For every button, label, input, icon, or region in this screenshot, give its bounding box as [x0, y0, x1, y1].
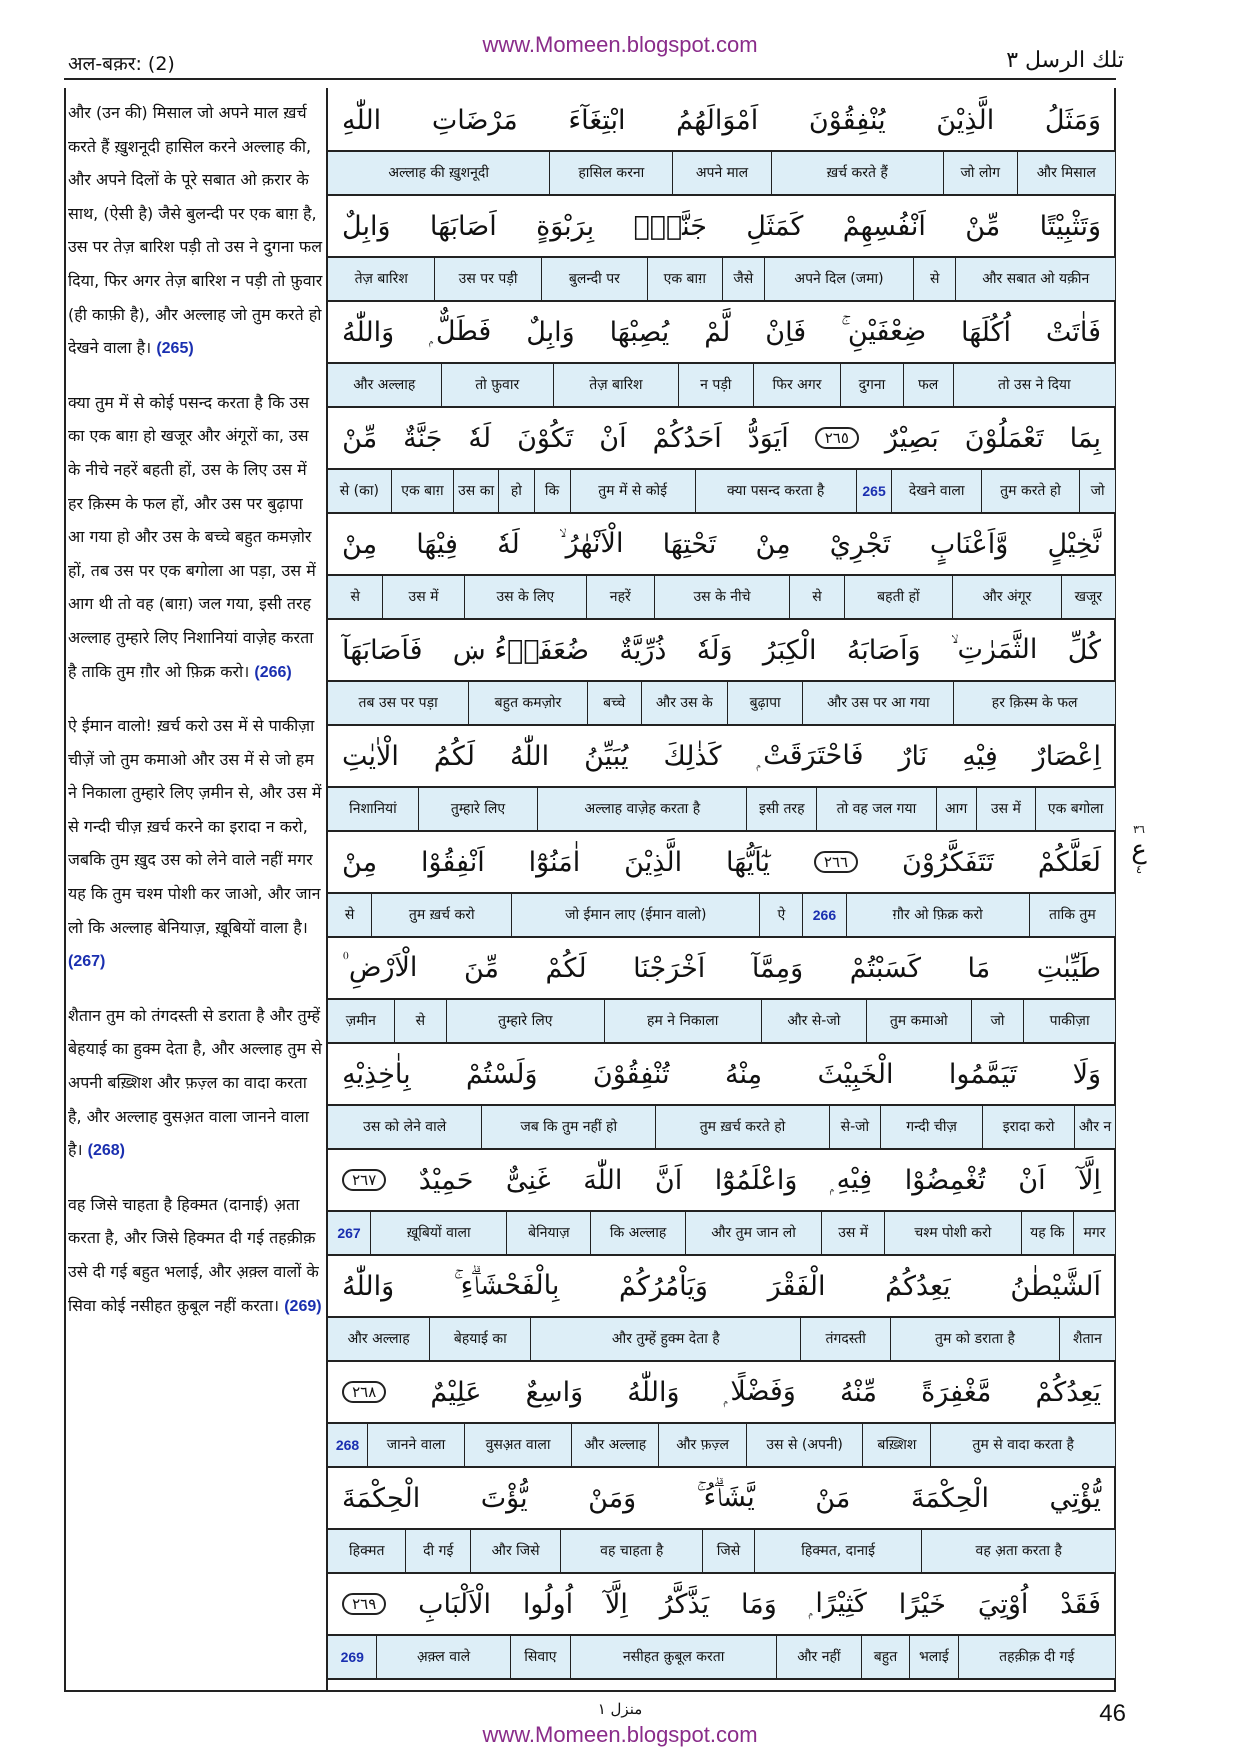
arabic-word: الَّذِيْنَ: [624, 846, 683, 878]
arabic-word: وَتَثْبِيْتًا: [1039, 210, 1101, 242]
meaning-cell: बेनियाज़: [506, 1212, 590, 1254]
arabic-verse-row: [328, 90, 1115, 152]
arabic-word: مِّنَ: [463, 952, 499, 984]
arabic-word: بِرَبْوَةٍ: [536, 210, 595, 242]
arabic-word: ذُرِّيَّةٌ: [619, 634, 667, 666]
arabic-word: فَاِنْ: [765, 316, 807, 348]
meaning-cell: उस में: [821, 1212, 884, 1254]
arabic-word: فَاٰتَتْ: [1045, 316, 1101, 348]
meaning-cell: बहुत कमज़ोर: [468, 682, 587, 724]
meaning-cell: तुम में से कोई: [570, 470, 695, 512]
arabic-word: اَنْ: [1018, 1164, 1046, 1196]
meaning-cell: निशानियां: [349, 800, 397, 817]
meaning-cell: इसी तरह: [746, 788, 816, 830]
meaning-cell: तुम्हारे लिए: [446, 1000, 603, 1042]
meaning-cell: उस को लेने वाले: [363, 1118, 447, 1135]
arabic-word: غَنِىٌّ: [505, 1164, 551, 1196]
hindi-meaning-row: [328, 258, 1115, 302]
translation-paragraph: [68, 999, 324, 1168]
arabic-verse-row: [328, 620, 1115, 682]
meaning-cell: से: [789, 576, 843, 618]
meaning-cell: और उस पर आ गया: [802, 682, 953, 724]
arabic-verse-row: [328, 1468, 1115, 1530]
meaning-cell: वुसअ़त वाला: [464, 1424, 571, 1466]
arabic-word: تَحْتِهَا: [662, 528, 717, 560]
meaning-cell: न पड़ी: [678, 364, 753, 406]
meaning-cell: और नहीं: [776, 1636, 861, 1678]
arabic-word: الْاَلْبَابِ: [418, 1588, 492, 1620]
meaning-cell: तुम ख़र्च करो: [371, 894, 511, 936]
meaning-cell: तहक़ीक़ दी गई: [958, 1636, 1115, 1678]
arabic-word: يَّشَاۗءُ ۚ: [696, 1482, 755, 1513]
arabic-verse-row: [328, 1044, 1115, 1106]
top-rule: [64, 78, 1116, 80]
arabic-word: اِلَّآ: [604, 1588, 628, 1620]
arabic-word: الْحِكْمَةَ: [342, 1482, 421, 1514]
arabic-word: وَلَسْتُمْ: [466, 1058, 538, 1090]
arabic-word: اَصَابَهَا: [429, 210, 497, 242]
meaning-cell: तब उस पर पड़ा: [358, 694, 438, 711]
left-border: [64, 88, 66, 1690]
hindi-meaning-row: [328, 1106, 1115, 1150]
arabic-word: الْفَقْرَ: [767, 1270, 826, 1302]
meaning-cell: फिर अगर: [753, 364, 840, 406]
arabic-word: اَنْ: [599, 422, 627, 454]
arabic-word: ضِعْفَيْنِ ۚ: [841, 316, 927, 347]
meaning-cell: जो: [971, 1000, 1023, 1042]
arabic-word: وَلَا: [1072, 1058, 1101, 1090]
hindi-meaning-row: [328, 152, 1115, 196]
arabic-word: نَارٌ: [898, 740, 928, 772]
arabic-verse-row: [328, 1150, 1115, 1212]
arabic-word: اٰمَنُوْٓا: [528, 846, 581, 878]
arabic-word: حَمِيْدٌ: [418, 1164, 474, 1196]
meaning-cell: सिवाए: [510, 1636, 571, 1678]
header-url[interactable]: www.Momeen.blogspot.com: [482, 32, 758, 57]
meaning-cell: बहुत: [861, 1636, 909, 1678]
verse-number-cell: 267: [337, 1224, 361, 1241]
meaning-cell: तुम्हारे लिए: [418, 788, 538, 830]
arabic-word: مِّنْ: [965, 210, 1001, 242]
arabic-word: فَاَصَابَهَآ: [342, 634, 423, 666]
meaning-cell: तुम कमाओ: [866, 1000, 971, 1042]
meaning-cell: जो ईमान लाए (ईमान वालो): [511, 894, 759, 936]
meaning-cell: बुलन्दी पर: [541, 258, 647, 300]
hindi-meaning-row: [328, 1636, 1115, 1680]
arabic-verse-row: [328, 1574, 1115, 1636]
arabic-word: وَابِلٌ: [342, 210, 391, 242]
translation-paragraph: [68, 1188, 324, 1323]
arabic-verse-row: [328, 302, 1115, 364]
hindi-meaning-row: [328, 1000, 1115, 1044]
meaning-cell: भलाई: [909, 1636, 957, 1678]
meaning-cell: ताकि तुम: [1029, 894, 1115, 936]
meaning-cell: इरादा करो: [982, 1106, 1074, 1148]
meaning-cell: वह चाहता है: [560, 1530, 702, 1572]
meaning-cell: से: [350, 588, 360, 605]
arabic-word: مَا: [967, 952, 991, 984]
arabic-verse-row: [328, 408, 1115, 470]
meaning-cell: हिक्मत: [349, 1542, 385, 1559]
meaning-cell: चश्म पोशी करो: [884, 1212, 1020, 1254]
arabic-word: بِالْفَحْشَاۗءِ ۚ: [453, 1270, 560, 1301]
arabic-word: فَطَلٌّ ۭ: [429, 316, 492, 347]
arabic-word: كَسَبْتُمْ: [849, 952, 921, 984]
meaning-cell: यह कि: [1021, 1212, 1073, 1254]
meaning-cell: उस के नीचे: [654, 576, 790, 618]
arabic-word: مِنْ: [342, 528, 378, 560]
arabic-word: مِّنْهُ: [839, 1376, 878, 1408]
arabic-word: وَمَثَلُ: [1044, 104, 1101, 136]
meaning-cell: हासिल करना: [549, 152, 672, 194]
ayah-end-marker: ٢٦٥: [815, 427, 859, 449]
arabic-word: وَمَنْ: [588, 1482, 637, 1514]
meaning-cell: जिसे: [702, 1530, 754, 1572]
surah-title: अल-बक़र: (2): [68, 53, 175, 75]
meaning-cell: वह अ़ता करता है: [921, 1530, 1115, 1572]
meaning-cell: से: [913, 258, 956, 300]
verse-number: (266): [254, 663, 292, 681]
arabic-verse-row: [328, 938, 1115, 1000]
meaning-cell: और अंगूर: [952, 576, 1061, 618]
arabic-word: كَمَثَلِ: [746, 210, 804, 242]
arabic-word: تَكُوْنَ: [517, 422, 574, 454]
arabic-word: يُنْفِقُوْنَ: [808, 104, 886, 136]
arabic-word: يَذَّكَّرُ: [659, 1588, 710, 1620]
meaning-cell: नसीहत क़ुबूल करता: [570, 1636, 776, 1678]
arabic-word: فِيْهِ: [962, 740, 998, 772]
arabic-word: تَجْرِيْ: [829, 528, 891, 560]
arabic-word: اللّٰهُ: [509, 740, 550, 772]
arabic-word: ابْتِغَآءَ: [568, 104, 626, 136]
arabic-word: لَكُمُ: [433, 740, 476, 772]
meaning-cell: बच्चे: [587, 682, 641, 724]
meaning-cell: से: [394, 1000, 446, 1042]
translation-paragraph: [68, 709, 324, 979]
hindi-meaning-row: [328, 1318, 1115, 1362]
translation-paragraph: [68, 386, 324, 689]
meaning-cell: कि अल्लाह: [590, 1212, 684, 1254]
ayah-end-marker: ٢٦٨: [342, 1381, 386, 1403]
arabic-word: طَيِّبٰتِ: [1036, 952, 1101, 984]
meaning-cell: पाकीज़ा: [1023, 1000, 1115, 1042]
arabic-word: مِّنْ: [342, 422, 378, 454]
arabic-word: تُنْفِقُوْنَ: [592, 1058, 670, 1090]
arabic-word: اَنَّ: [654, 1164, 683, 1196]
arabic-word: وَيَاْمُرُكُمْ: [618, 1270, 708, 1302]
arabic-word: الَّذِيْنَ: [936, 104, 995, 136]
arabic-word: لَعَلَّكُمْ: [1037, 846, 1101, 878]
arabic-word: الْاَرْضِ ۠: [342, 952, 418, 983]
meaning-cell: और उस के: [641, 682, 727, 724]
arabic-word: الْاٰيٰتِ: [342, 740, 399, 772]
arabic-word: وَاللّٰهُ: [342, 316, 395, 348]
arabic-word: ضُعَفَاۗءُ ښ: [452, 634, 590, 666]
arabic-word: اُوْتِيَ: [977, 1588, 1029, 1620]
arabic-word: الثَّمَرٰتِ ۙ: [950, 634, 1038, 665]
arabic-word: اَنْفِقُوْا: [420, 846, 485, 878]
arabic-word: اَيَوَدُّ: [747, 422, 789, 454]
manzil-label: منزل ١: [597, 1700, 643, 1718]
meaning-cell: और से-जो: [761, 1000, 866, 1042]
meaning-cell: शैतान: [1059, 1318, 1115, 1360]
arabic-word: فِيْهَا: [416, 528, 458, 560]
meaning-cell: एक बगोला: [1035, 788, 1115, 830]
ayah-end-marker: ٢٦٧: [342, 1169, 386, 1191]
meaning-cell: बुढ़ापा: [727, 682, 802, 724]
meaning-cell: हिक्मत, दानाई: [754, 1530, 922, 1572]
meaning-cell: हर क़िस्म के फल: [953, 682, 1115, 724]
arabic-word: وَاللّٰهُ: [627, 1376, 680, 1408]
arabic-word: وَاعْلَمُوْٓا: [714, 1164, 798, 1196]
meaning-cell: और तुम जान लो: [685, 1212, 821, 1254]
arabic-word: يٰٓاَيُّهَا: [726, 846, 770, 878]
hindi-meaning-row: [328, 470, 1115, 514]
arabic-word: اَخْرَجْنَا: [633, 952, 706, 984]
meaning-cell: अपने दिल (जमा): [764, 258, 913, 300]
arabic-word: يَعِدُكُمْ: [1035, 1376, 1101, 1408]
translation-text: शैतान तुम को तंगदस्ती से डराता है और तुम्हें बेहयाई का हुक्म देता है, और अल्लाह तुम से अपनी बख़्शिश और फ़ज़्ल का वादा करता है, और अल्लाह वुसअ़त वाला जानने वाला है।: [68, 1005, 322, 1160]
meaning-cell: अल्लाह की ख़ुशनूदी: [388, 164, 489, 181]
meaning-cell: क्या पसन्द करता है: [695, 470, 856, 512]
arabic-word: وَمَا: [741, 1588, 777, 1620]
meaning-cell: मगर: [1073, 1212, 1115, 1254]
arabic-word: اللّٰهَ: [583, 1164, 623, 1196]
meaning-cell: से: [344, 906, 355, 923]
arabic-verse-row: [328, 832, 1115, 894]
arabic-word: وَاَصَابَهُ: [846, 634, 921, 666]
arabic-word: تَتَفَكَّرُوْنَ: [902, 846, 994, 878]
arabic-word: وَاسِعٌ: [525, 1376, 584, 1408]
meaning-cell: नहरें: [586, 576, 654, 618]
verse-number-cell: 268: [335, 1436, 360, 1453]
meaning-cell: से-जो: [829, 1106, 880, 1148]
hindi-meaning-row: [328, 576, 1115, 620]
hindi-meaning-row: [328, 1530, 1115, 1574]
meaning-cell: एक बाग़: [647, 258, 721, 300]
meaning-cell: उस में: [976, 788, 1036, 830]
meaning-cell: आग: [936, 788, 976, 830]
meaning-cell: जो: [1079, 470, 1115, 512]
meaning-cell: गन्दी चीज़: [880, 1106, 982, 1148]
hindi-meaning-row: [328, 788, 1115, 832]
arabic-verse-row: [328, 726, 1115, 788]
arabic-word: يُبَيِّنُ: [584, 740, 629, 772]
meaning-cell: तो वह जल गया: [816, 788, 936, 830]
arabic-verse-row: [328, 196, 1115, 258]
meaning-cell: उस के लिए: [464, 576, 586, 618]
meaning-cell: खजूर: [1061, 576, 1115, 618]
hindi-meaning-row: [328, 682, 1115, 726]
translation-text: और (उन की) मिसाल जो अपने माल ख़र्च करते हैं ख़ुशनूदी हासिल करने अल्लाह की, और अपने दिलों के पूरे सबात ओ क़रार के साथ, (ऐसी है) जैसे बुलन्दी पर एक बाग़ है, उस पर तेज़ बारिश पड़ी तो उस ने दुगना फल दिया, फिर अगर तेज़ बारिश न पड़ी तो फ़ुवार (ही काफ़ी है), और अल्लाह जो तुम करते हो देखने वाला है।: [68, 103, 323, 358]
arabic-word: اَمْوَالَهُمُ: [676, 104, 759, 136]
arabic-word: كَثِيْرًا ۭ: [808, 1588, 867, 1619]
arabic-word: مَرْضَاتِ: [431, 104, 518, 136]
meaning-cell: ख़र्च करते हैं: [771, 152, 943, 194]
meaning-cell: उस का: [453, 470, 498, 512]
arabic-word: كُلِّ: [1067, 634, 1101, 666]
meaning-cell: बेहयाई का: [429, 1318, 530, 1360]
meaning-cell: जानने वाला: [367, 1424, 464, 1466]
meaning-cell: देखने वाला: [891, 470, 980, 512]
footer-url[interactable]: www.Momeen.blogspot.com: [482, 1722, 758, 1747]
meaning-cell: हम ने निकाला: [604, 1000, 761, 1042]
arabic-verse-row: [328, 1362, 1115, 1424]
arabic-word: بِمَا: [1069, 422, 1101, 454]
arabic-word: وَفَضْلًا ۭ: [723, 1376, 796, 1407]
meaning-cell: और मिसाल: [1017, 152, 1115, 194]
meaning-cell: कि: [534, 470, 570, 512]
verse-number-cell: 269: [340, 1648, 364, 1665]
arabic-verse-row: [328, 514, 1115, 576]
arabic-word: مَنْ: [815, 1482, 851, 1514]
meaning-cell: हो: [498, 470, 534, 512]
page-number: 46: [1099, 1700, 1126, 1727]
arabic-word: لَهٗ: [468, 422, 492, 454]
arabic-word: اِعْصَارٌ: [1032, 740, 1101, 772]
meaning-cell: दुगना: [840, 364, 902, 406]
arabic-word: مِنْ: [342, 846, 378, 878]
arabic-word: بِاٰخِذِيْهِ: [342, 1058, 411, 1090]
arabic-word: بَصِيْرٌ: [884, 422, 939, 454]
arabic-word: الْحِكْمَةَ: [910, 1482, 989, 1514]
verse-number: (265): [156, 340, 194, 358]
arabic-word: اَحَدُكُمْ: [652, 422, 722, 454]
arabic-word: يَعِدُكُمُ: [885, 1270, 951, 1302]
meaning-cell: बहती हों: [844, 576, 953, 618]
arabic-word: وَاللّٰهُ: [342, 1270, 395, 1302]
meaning-cell: तुम करते हो: [981, 470, 1079, 512]
arabic-word: الْكِبَرُ: [762, 634, 817, 666]
arabic-word: وَلَهٗ: [696, 634, 733, 666]
ayah-end-marker: ٢٦٩: [342, 1593, 386, 1615]
translation-column: [68, 96, 324, 1343]
meaning-cell: ऐ: [759, 894, 802, 936]
arabic-word: مَّغْفِرَةً: [921, 1376, 992, 1408]
arabic-word: فَقَدْ: [1060, 1588, 1101, 1620]
arabic-word: لَهٗ: [497, 528, 520, 560]
arabic-word: وَابِلٌ: [526, 316, 575, 348]
meaning-cell: बख़्शिश: [862, 1424, 930, 1466]
arabic-word: تَيَمَّمُوا: [948, 1058, 1018, 1090]
verse-number: (268): [87, 1142, 126, 1160]
verse-number-cell: 266: [802, 894, 845, 936]
arabic-word: مِنْهُ: [725, 1058, 763, 1090]
translation-text: क्या तुम में से कोई पसन्द करता है कि उस का एक बाग़ हो खजूर और अंगूरों का, उस के नीचे नहरें बहती हों, उस के लिए उस में हर क़िस्म के फल हों, और उस पर बुढ़ापा आ गया हो और उस के बच्चे बहुत कमज़ोर हों, तब उस पर एक बगोला आ पड़ा, उस में आग थी तो वह (बाग़) जल गया, इसी तरह अल्लाह तुम्हारे लिए निशानियां वाज़ेह करता है ताकि तुम ग़ौर ओ फ़िक्र करो।: [68, 392, 316, 681]
arabic-word: تَعْمَلُوْنَ: [964, 422, 1044, 454]
meaning-cell: से (का): [339, 482, 379, 499]
meaning-cell: तुम ख़र्च करते हो: [655, 1106, 829, 1148]
ruku-marker: ٣٦ ع ٤: [1131, 823, 1147, 876]
meaning-cell: ग़ौर ओ फ़िक्र करो: [846, 894, 1029, 936]
hindi-meaning-row: [328, 1212, 1115, 1256]
meaning-cell: ख़ूबियों वाला: [370, 1212, 506, 1254]
word-by-word-table: [328, 90, 1115, 1680]
juz-title: تلك الرسل ٣: [1006, 48, 1124, 73]
arabic-word: الْخَبِيْثَ: [817, 1058, 894, 1090]
meaning-cell: और न: [1074, 1106, 1115, 1148]
meaning-cell: दी गई: [405, 1530, 470, 1572]
meaning-cell: अल्लाह वाज़ेह करता है: [537, 788, 746, 830]
arabic-word: يُّؤْتَ: [480, 1482, 528, 1514]
ayah-end-marker: ٢٦٦: [814, 851, 858, 873]
arabic-word: يُّؤْتِي: [1049, 1482, 1101, 1514]
meaning-cell: उस पर पड़ी: [434, 258, 540, 300]
hindi-meaning-row: [328, 1424, 1115, 1468]
arabic-word: عَلِيْمٌ: [430, 1376, 482, 1408]
arabic-word: الْاَنْهٰرُ ۙ: [558, 528, 624, 559]
arabic-word: اُولُوا: [522, 1588, 574, 1620]
arabic-word: خَيْرًا: [898, 1588, 946, 1620]
arabic-word: تُغْمِضُوْا: [904, 1164, 986, 1196]
meaning-cell: और तुम्हें हुक्म देता है: [530, 1318, 800, 1360]
meaning-cell: तंगदस्ती: [800, 1318, 890, 1360]
arabic-word: يُصِبْهَا: [609, 316, 670, 348]
arabic-word: اُكُلَهَا: [961, 316, 1011, 348]
meaning-cell: जब कि तुम नहीं हो: [481, 1106, 655, 1148]
arabic-verse-row: [328, 1256, 1115, 1318]
arabic-word: اِلَّآ: [1078, 1164, 1101, 1196]
meaning-cell: और अल्लाह: [571, 1424, 658, 1466]
arabic-word: وَمِمَّآ: [751, 952, 804, 984]
meaning-cell: तुम से वादा करता है: [930, 1424, 1115, 1466]
arabic-word: فَاحْتَرَقَتْ ۭ: [756, 740, 864, 771]
hindi-meaning-row: [328, 894, 1115, 938]
meaning-cell: और फ़ज़्ल: [658, 1424, 745, 1466]
arabic-word: اَلشَّيْطٰنُ: [1010, 1270, 1101, 1302]
arabic-word: اَنْفُسِهِمْ: [842, 210, 926, 242]
bottom-rule: [64, 1690, 1116, 1692]
arabic-word: وَّاَعْنَابٍ: [929, 528, 1009, 560]
hindi-meaning-row: [328, 364, 1115, 408]
meaning-cell: अपने माल: [672, 152, 770, 194]
arabic-word: اللّٰهِ: [342, 104, 382, 136]
arabic-word: لَكُمْ: [545, 952, 587, 984]
meaning-cell: तो फ़ुवार: [441, 364, 553, 406]
meaning-cell: तुम को डराता है: [890, 1318, 1059, 1360]
meaning-cell: उस में: [382, 576, 463, 618]
meaning-cell: अ़क़्ल वाले: [376, 1636, 509, 1678]
meaning-cell: ज़मीन: [345, 1012, 376, 1029]
arabic-word: جَنَّةٌ: [403, 422, 443, 454]
arabic-word: كَذٰلِكَ: [663, 740, 722, 772]
meaning-cell: तेज़ बारिश: [553, 364, 678, 406]
arabic-word: جَنَّةٍۭ: [633, 210, 707, 242]
meaning-cell: तो उस ने दिया: [953, 364, 1115, 406]
translation-text: वह जिसे चाहता है हिक्मत (दानाई) अ़ता करता है, और जिसे हिक्मत दी गई तहक़ीक़ उसे दी गई बहुत भलाई, और अ़क़्ल वालों के सिवा कोई नसीहत क़ुबूल नहीं करता।: [68, 1194, 319, 1315]
meaning-cell: जो लोग: [943, 152, 1017, 194]
meaning-cell: और सबात ओ यक़ीन: [955, 258, 1115, 300]
arabic-word: فِيْهِ ۭ: [829, 1164, 873, 1195]
arabic-word: مِنْ: [755, 528, 791, 560]
verse-number: (267): [68, 953, 106, 971]
meaning-cell: उस से (अपनी): [746, 1424, 863, 1466]
arabic-word: نَّخِيْلٍ: [1047, 528, 1101, 560]
meaning-cell: तेज़ बारिश: [354, 270, 408, 287]
meaning-cell: और अल्लाह: [353, 376, 416, 393]
meaning-cell: एक बाग़: [391, 470, 454, 512]
translation-paragraph: [68, 96, 324, 366]
meaning-cell: जैसे: [722, 258, 765, 300]
meaning-cell: और जिसे: [470, 1530, 560, 1572]
verse-number-cell: 265: [856, 470, 892, 512]
meaning-cell: और अल्लाह: [347, 1330, 410, 1347]
verse-number: (269): [284, 1297, 322, 1315]
translation-text: ऐ ईमान वालो! ख़र्च करो उस में से पाकीज़ा चीज़ें जो तुम कमाओ और उस में से जो हम ने निकाला तुम्हारे लिए ज़मीन से, और उस में से गन्दी चीज़ ख़र्च करने का इरादा न करो, जबकि तुम ख़ुद उस को लेने वाले नहीं मगर यह कि तुम चश्म पोशी कर जाओ, और जान लो कि अल्लाह बेनियाज़, ख़ूबियों वाला है।: [68, 716, 322, 937]
meaning-cell: फल: [903, 364, 953, 406]
arabic-word: لَّمْ: [704, 316, 731, 348]
